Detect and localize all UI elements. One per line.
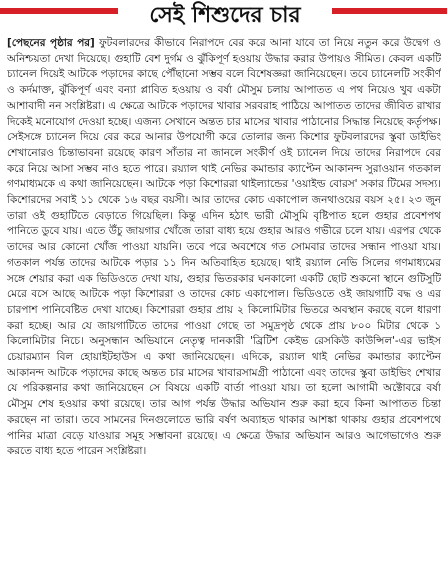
continuation-tag: [পেছনের পৃষ্ঠার পর] xyxy=(7,37,95,49)
article-body xyxy=(7,36,441,566)
article-paragraph xyxy=(7,36,441,460)
headline-bar xyxy=(0,0,447,28)
headline: সেই শিশুদের চার xyxy=(149,3,301,28)
headline-rule-right xyxy=(332,8,447,14)
headline-rule-left xyxy=(0,8,118,14)
article-text: ফুটবলারদের কীভাবে নিরাপদে বের করে আনা যাবে তা নিয়ে নতুন করে উদ্বেগ ও অনিশ্চয়তা দেখা দিয়েছে। গুহাটি বেশ দুর্গম ও ঝুঁকিপূর্ণ হওয়ায় উদ্ধার করার উপায়ও সীমিত। কেবল একটি চ্যানেল দিয়েই আটকে পড়াদের কাছে পৌঁছানো সম্ভব বলে বিশেষজ্ঞরা জানিয়েছেন। তবে চ্যানেলটি সংকীর্ণ ও কর্দমাক্ত, ঝুঁকিপূর্ণ এবং বন্যা প্লাবিত হওয়ায় ও বর্ষা মৌসুম চলায় আপাতত এ পথ নিয়েও খুব একটা আশাবাদী নন সংশ্লিষ্টরা। এ ক্ষেত্রে আটকে পড়াদের খাবার সরবরাহ পাঠিয়ে আপাতত তাদের জীবিত রাখার দিকেই মনোযোগ দেওয়া হচ্ছে। এজন্য সেখানে অন্তত চার মাসের খাবার পাঠানোর সিদ্ধান্ত নিয়েছে কর্তৃপক্ষ। সেইসঙ্গে চ্যানেল দিয়ে বের করে আনার উপযোগী করে তোলার জন্য কিশোর ফুটবলারদের স্কুবা ডাইভিং শেখানোরও চিন্তাভাবনা রয়েছে কারণ সাঁতার না জানলে সংকীর্ণ ওই চ্যানেল দিয়ে তাদের নিরাপদে বের করে নিয়ে আসা সম্ভব নাও হতে পারে। রয়্যাল থাই নেভির কমান্ডার ক্যাপ্টেন আকানন্দ সুরাওয়ান গতকাল গণমাধ্যমকে এ কথা জানিয়েছেন। আটকে পড়া কিশোররা থাইল্যান্ডের 'ওয়াইল্ড বোরস' সকার টিমের সদস্য। কিশোরদের সবাই ১১ থেকে ১৬ বছর বয়সী। আর তাদের কোচ একাপোল জনথাওয়ের বয়স ২৫। ২৩ জুন তারা ওই গুহাটিতে বেড়াতে গিয়েছিল। কিন্তু এদিন হঠাৎ ভারী মৌসুমি বৃষ্টিপাত হলে গুহার প্রবেশপথ পানিতে ডুবে যায়। এতে উঁচু জায়গার খোঁজে তারা বাধ্য হয়ে গুহার আরও গভীরে চলে যায়। এরপর থেকে তাদের আর কোনো খোঁজ পাওয়া যায়নি। তবে পরে অবশেষে গত সোমবার তাদের সন্ধান পাওয়া যায়। গতকাল পর্যন্ত তাদের আটকে পড়ার ১১ দিন অতিবাহিত হয়েছে। থাই রয়্যাল নেভি সিলের গণমাধ্যমের সঙ্গে শেয়ার করা এক ভিডিওতে দেখা যায়, গুহার ভিতরকার ঘনকালো একটি ছোট শুকনো স্থানে গুটিসুটি মেরে বসে আছে আটকে পড়া কিশোররা ও তাদের কোচ একাপোল। ভিডিওতে ওই জায়গাটি বদ্ধ ও এর চারপাশ পানিবেষ্টিত দেখা যাচ্ছে। কিশোররা গুহার প্রায় ২ কিলোমিটার ভিতরে অবস্থান করছে বলে ধারণা করা হচ্ছে। আর যে জায়গাটিতে তাদের পাওয়া গেছে তা সমুদ্রপৃষ্ঠ থেকে প্রায় ৮০০ মিটার থেকে ১ কিলোমিটার নিচে। অনুসন্ধান অভিযানে নেতৃত্ব দানকারী 'ব্রিটিশ কেইভ রেসকিউ কাউন্সিল'-এর ভাইস চেয়ারম্যান বিল হোয়াইটহাউস এ কথা জানিয়েছেন। এদিকে, রয়্যাল থাই নেভির কমান্ডার ক্যাপ্টেন আকানন্দ আটকে পড়াদের কাছে অন্তত চার মাসের খাবারসামগ্রী পাঠানো এবং তাদের স্কুবা ডাইভিং শেখার যে পরিকল্পনার কথা জানিয়েছেন সে বিষয়ে একটি বার্তা পাওয়া যায়। তা হলো আগামী অক্টোবরে বর্ষা মৌসুম শেষ হওয়ার কথা রয়েছে। তার আগ পর্যন্ত উদ্ধার অভিযান শুরু করা হবে কিনা আপাতত চিন্তা করছেন না তারা। তবে সামনের দিনগুলোতে ভারি বর্ষণ অব্যাহত থাকার আশঙ্কা থাকায় গুহার প্রবেশপথে পানির মাত্রা বেড়ে যাওয়ার সমূহ সম্ভাবনা রয়েছে। এ ক্ষেত্রে উদ্ধার অভিযান আরও আগেভাগেও শুরু করতে বাধ্য হতে পারেন সংশ্লিষ্টরা। xyxy=(7,37,441,458)
